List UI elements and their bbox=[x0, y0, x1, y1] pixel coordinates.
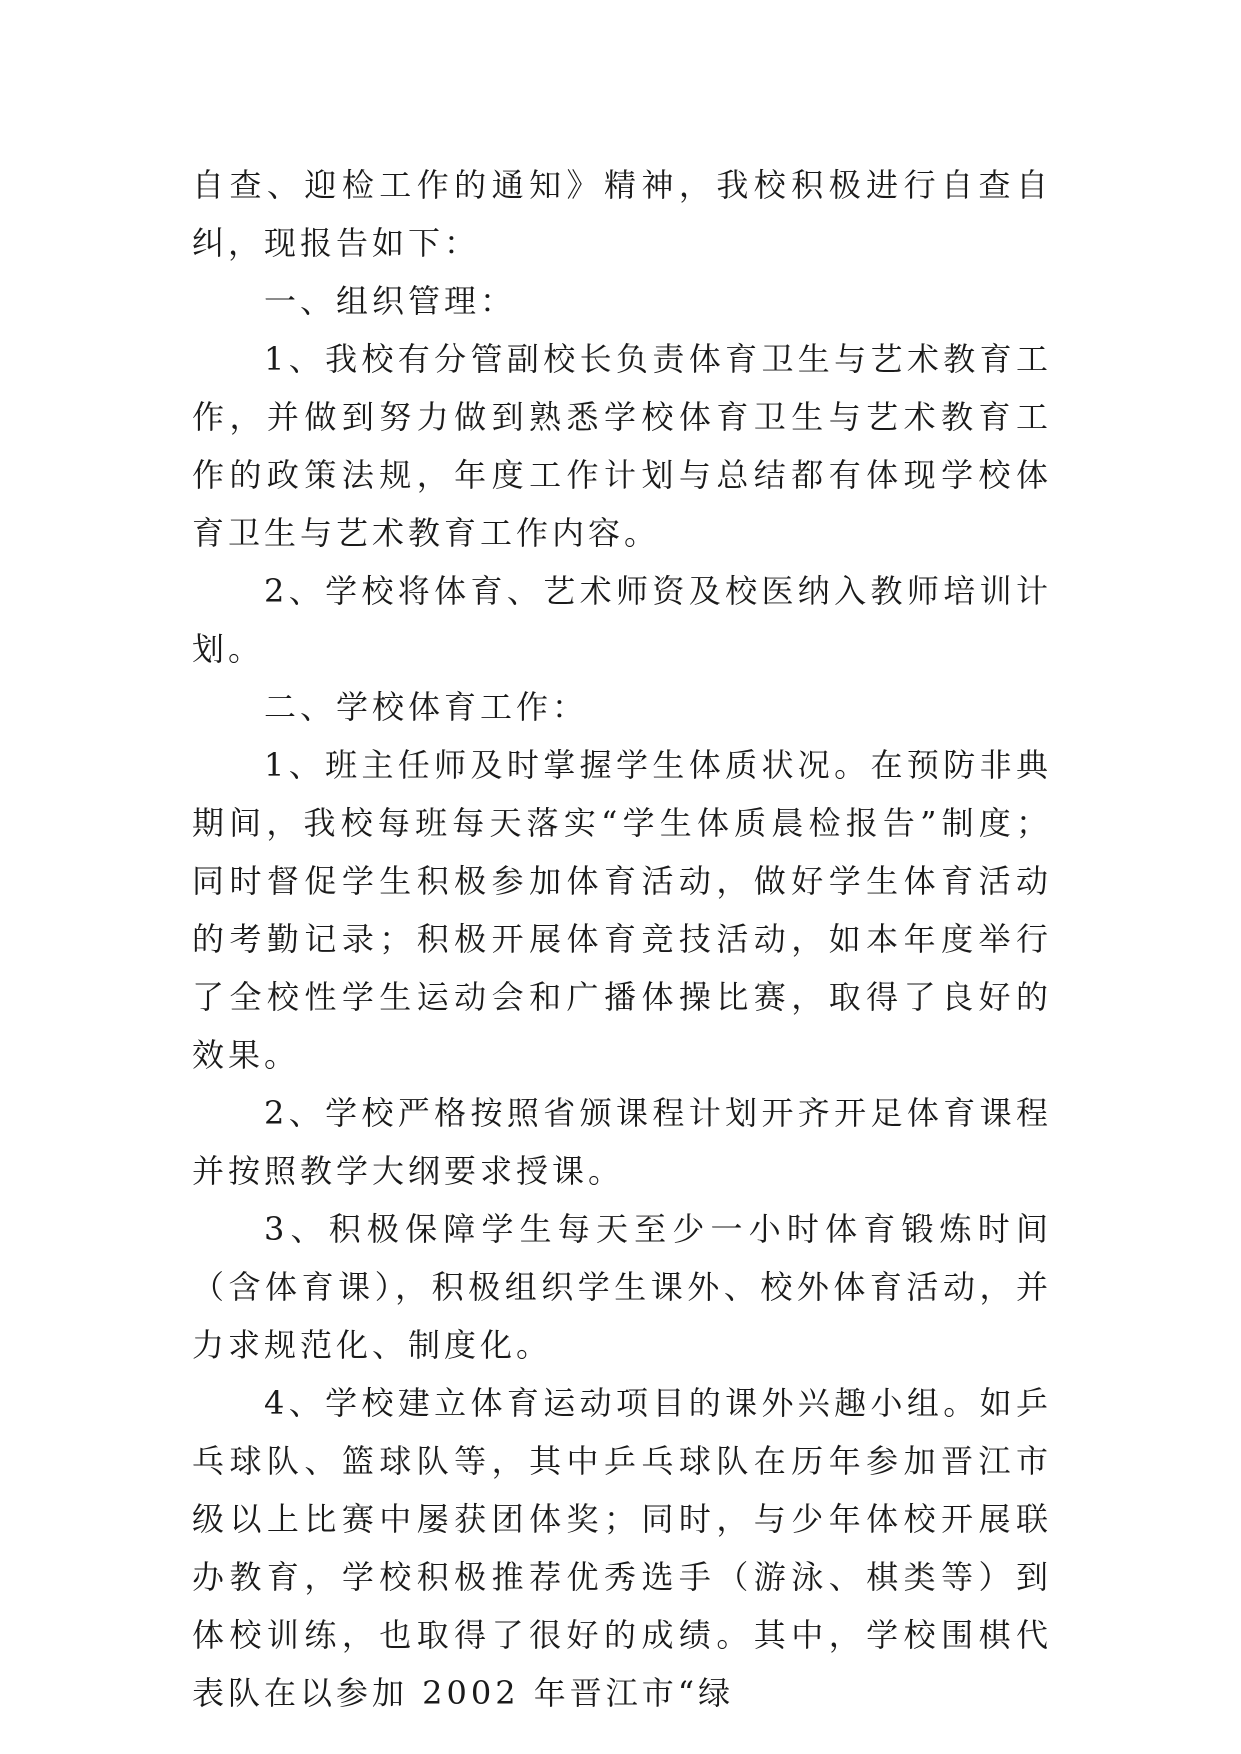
paragraph-9: 4、学校建立体育运动项目的课外兴趣小组。如乒乓球队、篮球队等，其中乒乓球队在历年参加晋江市级以上比赛中屡获团体奖；同时，与少年体校开展联办教育，学校积极推荐优秀选手（游泳、棋类等）到体校训练，也取得了很好的成绩。其中，学校围棋代表队在以参加 2002 年晋江市“绿 bbox=[192, 1384, 1052, 1712]
paragraph-3: 1、我校有分管副校长负责体育卫生与艺术教育工作，并做到努力做到熟悉学校体育卫生与艺术教育工作的政策法规，年度工作计划与总结都有体现学校体育卫生与艺术教育工作内容。 bbox=[192, 340, 1052, 552]
paragraph-1: 自查、迎检工作的通知》精神，我校积极进行自查自纠，现报告如下： bbox=[192, 166, 1052, 262]
section-heading-sports: 二、学校体育工作： bbox=[264, 688, 589, 726]
paragraph-4: 2、学校将体育、艺术师资及校医纳入教师培训计划。 bbox=[192, 572, 1052, 668]
section-heading-organization: 一、组织管理： bbox=[264, 282, 517, 320]
document-body bbox=[192, 156, 1052, 1722]
paragraph-8: 3、积极保障学生每天至少一小时体育锻炼时间（含体育课），积极组织学生课外、校外体育活动，并力求规范化、制度化。 bbox=[192, 1210, 1052, 1364]
paragraph-7: 2、学校严格按照省颁课程计划开齐开足体育课程并按照教学大纲要求授课。 bbox=[192, 1094, 1052, 1190]
paragraph-6: 1、班主任师及时掌握学生体质状况。在预防非典期间，我校每班每天落实“学生体质晨检报告”制度；同时督促学生积极参加体育活动，做好学生体育活动的考勤记录；积极开展体育竞技活动，如本年度举行了全校性学生运动会和广播体操比赛，取得了良好的效果。 bbox=[192, 746, 1052, 1074]
